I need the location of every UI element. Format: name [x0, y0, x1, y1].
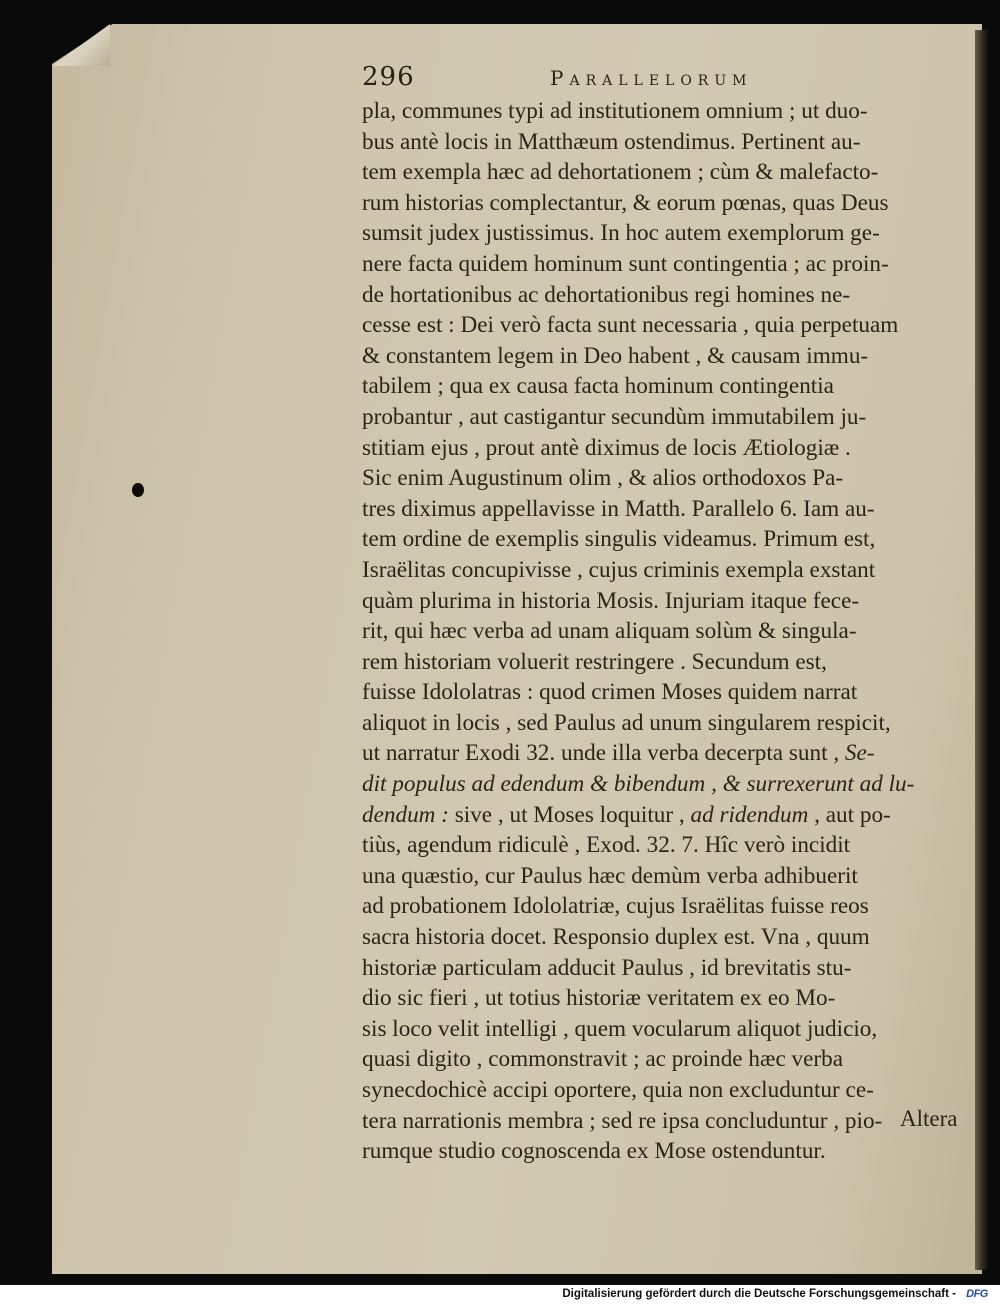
italic-line: dit populus ad edendum & bibendum , & surrexerunt ad lu-: [362, 771, 915, 798]
body-text: [362, 96, 974, 1167]
text-line: de hortationibus ac dehortationibus regi homines ne-: [362, 281, 851, 308]
text-segment: ut narratur Exodi 32. unde illa verba decerpta sunt ,: [362, 740, 840, 767]
text-line: cesse est : Dei verò facta sunt necessaria , quia perpetuam: [362, 312, 899, 339]
text-line: rumque studio cognoscenda ex Mose ostenduntur.: [362, 1138, 826, 1165]
text-line: fuisse Idololatras : quod crimen Moses quidem narrat: [362, 679, 858, 706]
text-line: aliquot in locis , sed Paulus ad unum singularem respicit,: [362, 709, 891, 736]
text-line: & constantem legem in Deo habent , & causam immu-: [362, 342, 869, 369]
text-line: tres diximus appellavisse in Matth. Parallelo 6. Iam au-: [362, 495, 875, 522]
page-edge-shadow: [975, 30, 989, 1270]
page-header: [362, 60, 822, 94]
text-line: tem ordine de exemplis singulis videamus. Primum est,: [362, 526, 876, 553]
text-line: dio sic fieri , ut totius historiæ veritatem ex eo Mo-: [362, 985, 836, 1012]
text-line: rit, qui hæc verba ad unam aliquam solùm & singula-: [362, 618, 857, 645]
italic-segment: ad ridendum: [690, 801, 809, 828]
text-line: rum historias complectantur, & eorum pœnas, quas Deus: [362, 189, 889, 216]
text-line: synecdochicè accipi oportere, quia non excluduntur ce-: [362, 1077, 874, 1103]
text-line: bus antè locis in Matthæum ostendimus. Pertinent au-: [362, 128, 861, 155]
text-line: sacra historia docet. Responsio duplex est. Vna , quum: [362, 924, 870, 951]
text-line: sumsit judex justissimus. In hoc autem exemplorum ge-: [362, 220, 880, 247]
text-line: ad probationem Idololatriæ, cujus Israëlitas fuisse reos: [362, 893, 869, 920]
text-line: [362, 738, 974, 769]
text-line: Sic enim Augustinum olim , & alios orthodoxos Pa-: [362, 465, 844, 492]
text-line: rem historiam voluerit restringere . Secundum est,: [362, 648, 827, 675]
text-line: nere facta quidem hominum sunt contingentia ; ac proin-: [362, 250, 889, 277]
text-line: pla, communes typi ad institutionem omnium ; ut duo-: [362, 98, 868, 124]
text-line: Israëlitas concupivisse , cujus criminis exempla exstant: [362, 556, 876, 583]
text-segment: sive , ut Moses loquitur ,: [448, 801, 691, 828]
text-line: una quæstio, cur Paulus hæc demùm verba adhibuerit: [362, 862, 858, 889]
catchword: Altera: [900, 1106, 958, 1131]
text-segment: , aut po-: [808, 801, 891, 828]
text-line: quasi digito , commonstravit ; ac proinde hæc verba: [362, 1046, 844, 1073]
binding-hole: [132, 483, 144, 497]
text-line: quàm plurima in historia Mosis. Injuriam itaque fece-: [362, 587, 860, 614]
text-line: probantur , aut castigantur secundùm immutabilem ju-: [362, 403, 867, 430]
dfg-logo: DFG: [966, 1288, 988, 1300]
text-line: tera narrationis membra ; sed re ipsa concluduntur , pio-: [362, 1107, 883, 1134]
text-line: stitiam ejus , prout antè diximus de locis Ætiologiæ .: [362, 434, 851, 461]
running-head: Parallelorum: [550, 66, 753, 90]
text-line: tiùs, agendum ridiculè , Exod. 32. 7. Hîc verò incidit: [362, 832, 851, 859]
italic-segment: dendum :: [362, 801, 449, 828]
funding-notice: Digitalisierung gefördert durch die Deutsche Forschungsgemeinschaft -: [562, 1288, 956, 1300]
text-line: [362, 800, 974, 831]
italic-segment: Se-: [844, 740, 875, 767]
text-line: tabilem ; qua ex causa facta hominum contingentia: [362, 373, 834, 400]
text-line: sis loco velit intelligi , quem vocularum aliquot judicio,: [362, 1015, 878, 1042]
page-number: 296: [362, 62, 415, 92]
text-line: tem exempla hæc ad dehortationem ; cùm & malefacto-: [362, 159, 879, 186]
text-line: historiæ particulam adducit Paulus , id brevitatis stu-: [362, 954, 852, 981]
digitization-footer: [0, 1285, 1000, 1305]
